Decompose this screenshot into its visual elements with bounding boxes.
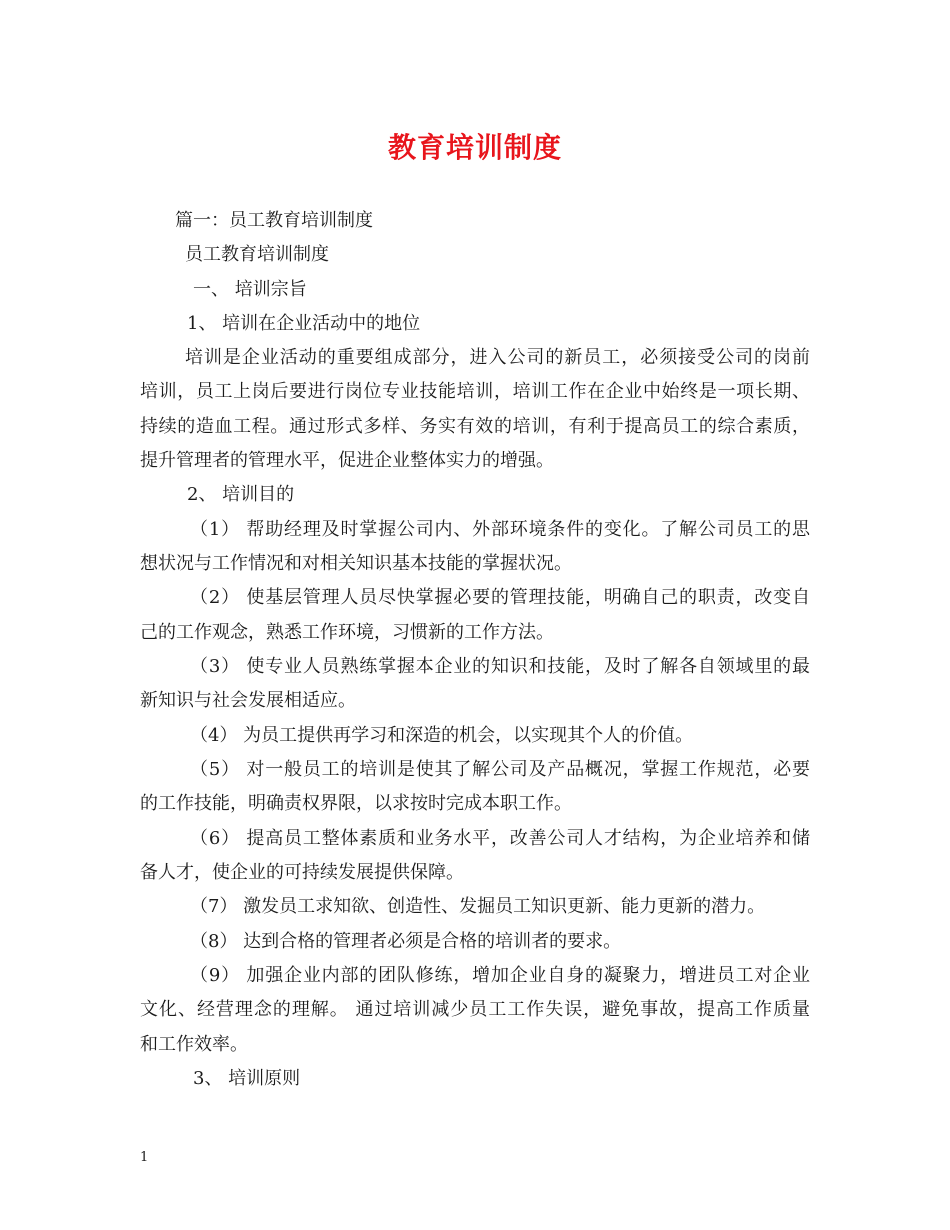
subsection-heading: 1、 培训在企业活动中的地位 bbox=[187, 313, 421, 334]
list-item-line: （8） 达到合格的管理者必须是合格的培训者的要求。 bbox=[190, 931, 622, 952]
list-item-line: （2） 使基层管理人员尽快掌握必要的管理技能，明确自己的职责，改变自 bbox=[190, 587, 810, 608]
list-item-line: 想状况与工作情况和对相关知识基本技能的掌握状况。 bbox=[140, 553, 572, 574]
list-item-line: （3） 使专业人员熟练掌握本企业的知识和技能，及时了解各自领域里的最 bbox=[190, 656, 810, 677]
paragraph-line: 持续的造血工程。通过形式多样、务实有效的培训，有利于提高员工的综合素质， bbox=[140, 416, 810, 437]
list-item-line: 己的工作观念，熟悉工作环境，习惯新的工作方法。 bbox=[140, 622, 554, 643]
subsection-heading: 2、 培训目的 bbox=[187, 484, 295, 505]
page-number: 1 bbox=[140, 1150, 149, 1165]
section-heading: 一、 培训宗旨 bbox=[193, 279, 307, 300]
list-item-line: （5） 对一般员工的培训是使其了解公司及产品概况，掌握工作规范，必要 bbox=[190, 759, 810, 780]
list-item-line: 新知识与社会发展相适应。 bbox=[140, 690, 356, 711]
list-item-line: 的工作技能，明确责权界限，以求按时完成本职工作。 bbox=[140, 793, 572, 814]
list-item-line: 和工作效率。 bbox=[140, 1034, 248, 1055]
list-item-line: （1） 帮助经理及时掌握公司内、外部环境条件的变化。了解公司员工的思 bbox=[190, 519, 810, 540]
list-item-line: 备人才，使企业的可持续发展提供保障。 bbox=[140, 862, 464, 883]
paragraph-line: 提升管理者的管理水平，促进企业整体实力的增强。 bbox=[140, 450, 554, 471]
chapter-heading: 篇一：员工教育培训制度 bbox=[175, 210, 373, 231]
list-item-line: （6） 提高员工整体素质和业务水平，改善公司人才结构，为企业培养和储 bbox=[190, 828, 810, 849]
paragraph-line: 培训，员工上岗后要进行岗位专业技能培训，培训工作在企业中始终是一项长期、 bbox=[140, 381, 810, 402]
list-item-line: （4） 为员工提供再学习和深造的机会，以实现其个人的价值。 bbox=[190, 725, 694, 746]
paragraph-line: 培训是企业活动的重要组成部分，进入公司的新员工，必须接受公司的岗前 bbox=[185, 347, 810, 368]
list-item-line: 文化、经营理念的理解。 通过培训减少员工工作失误，避免事故，提高工作质量 bbox=[140, 999, 810, 1020]
list-item-line: （7） 激发员工求知欲、创造性、发掘员工知识更新、能力更新的潜力。 bbox=[190, 896, 766, 917]
document-subtitle: 员工教育培训制度 bbox=[185, 244, 329, 265]
list-item-line: （9） 加强企业内部的团队修练，增加企业自身的凝聚力，增进员工对企业 bbox=[190, 965, 810, 986]
subsection-heading: 3、 培训原则 bbox=[193, 1068, 301, 1089]
document-title: 教育培训制度 bbox=[387, 131, 562, 164]
